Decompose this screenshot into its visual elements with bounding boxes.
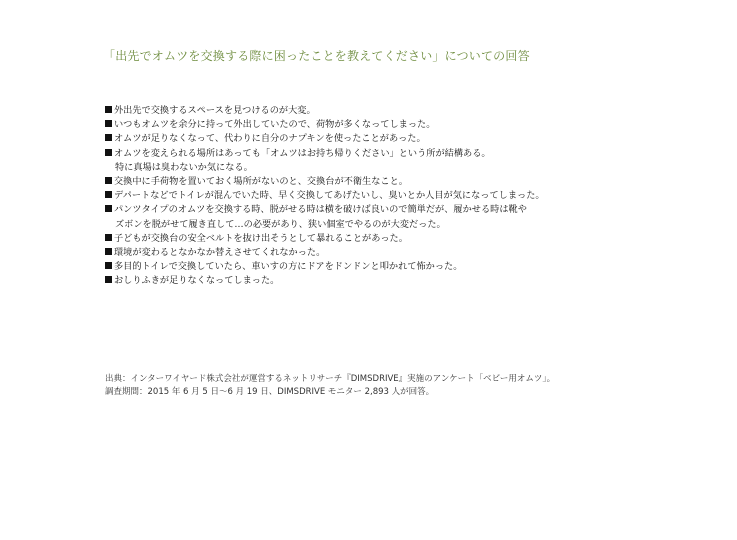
square-bullet-icon xyxy=(105,120,112,127)
answer-item xyxy=(105,232,545,246)
answer-text: 外出先で交換するスペースを見つけるのが大変。 xyxy=(114,105,316,116)
answer-item xyxy=(105,175,545,189)
page-title: 「出先でオムツを交換する際に困ったことを教えてください」についての回答 xyxy=(103,49,530,63)
answer-item xyxy=(105,246,545,260)
answer-text: 環境が変わるとなかなか替えさせてくれなかった。 xyxy=(114,247,326,259)
square-bullet-icon xyxy=(105,248,112,255)
answer-text: 交換中に手荷物を置いておく場所がないのと、交換台が不衛生なこと。 xyxy=(114,176,408,188)
answer-item xyxy=(105,104,545,118)
answer-text: 子どもが交換台の安全ベルトを抜け出そうとして暴れることがあった。 xyxy=(114,232,408,244)
source-note xyxy=(105,373,555,399)
answer-text: オムツを変えられる場所はあっても「オムツはお持ち帰りください」という所が結構ある。 xyxy=(114,147,491,159)
source-citation: 出典：インターワイヤード株式会社が運営するネットリサーチ『DIMSDRIVE』実施のアンケート「ベビー用オムツ」。 xyxy=(105,374,556,384)
answer-text: パンツタイプのオムツを交換する時、脱がせる時は横を破けば良いので簡単だが、履かせる時は靴や xyxy=(114,204,527,216)
square-bullet-icon xyxy=(105,276,112,283)
answer-item xyxy=(105,118,545,132)
answer-text: おしりふきが足りなくなってしまった。 xyxy=(114,275,280,287)
square-bullet-icon xyxy=(105,134,112,141)
answer-item-continuation xyxy=(105,218,545,232)
answer-text: 多目的トイレで交換していたら、車いすの方にドアをドンドンと叩かれて怖かった。 xyxy=(114,261,463,273)
answer-item-continuation xyxy=(105,161,545,175)
answer-list xyxy=(105,104,545,289)
answer-text: オムツが足りなくなって、代わりに自分のナプキンを使ったことがあった。 xyxy=(114,133,426,145)
square-bullet-icon xyxy=(105,149,112,156)
square-bullet-icon xyxy=(105,191,112,198)
square-bullet-icon xyxy=(105,205,112,212)
answer-text: いつもオムツを余分に持って外出していたので、荷物が多くなってしまった。 xyxy=(114,119,436,131)
answer-text: 特に真場は臭わないか気になる。 xyxy=(115,161,253,173)
answer-item xyxy=(105,189,545,203)
answer-text: ズボンを脱がせて履き直して…の必要があり、狭い個室でやるのが大変だった。 xyxy=(115,218,446,230)
square-bullet-icon xyxy=(105,177,112,184)
answer-item xyxy=(105,260,545,274)
square-bullet-icon xyxy=(105,262,112,269)
square-bullet-icon xyxy=(105,106,112,113)
answer-item xyxy=(105,203,545,217)
answer-item xyxy=(105,274,545,288)
answer-item xyxy=(105,132,545,146)
square-bullet-icon xyxy=(105,234,112,241)
survey-period: 調査期間：2015 年 6 月 5 日～6 月 19 日、DIMSDRIVE モニター 2,893 人が回答。 xyxy=(105,387,435,397)
answer-text: デパートなどでトイレが混んでいた時、早く交換してあげたいし、臭いとか人目が気になってしまった。 xyxy=(114,190,545,202)
answer-item xyxy=(105,147,545,161)
